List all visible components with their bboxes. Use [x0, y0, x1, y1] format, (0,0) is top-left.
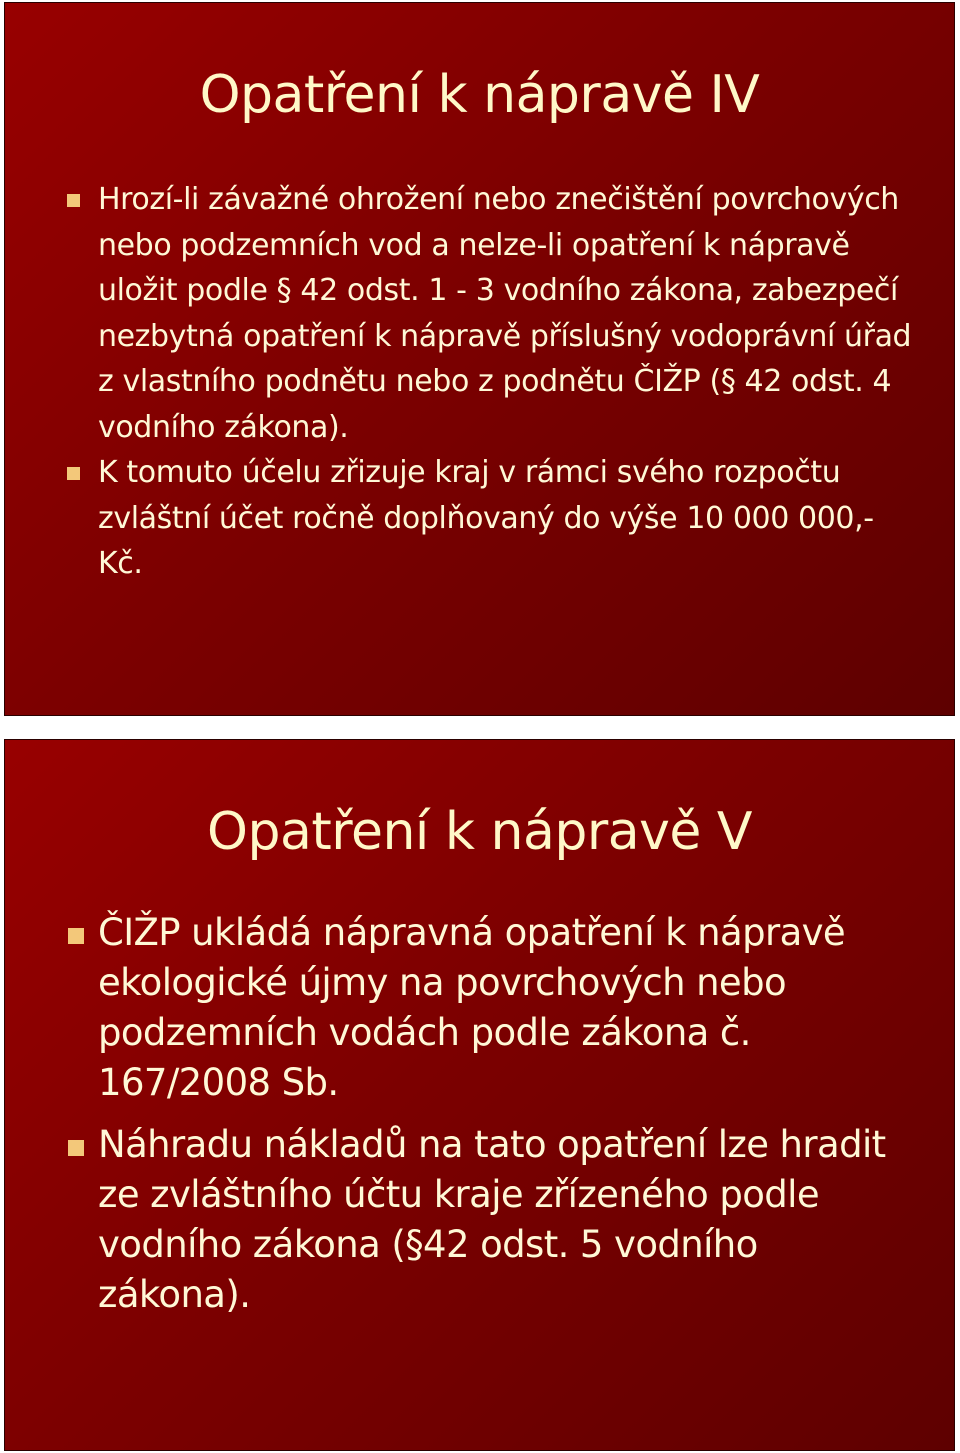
slide-1 — [4, 2, 955, 716]
square-bullet-icon — [67, 194, 80, 207]
square-bullet-icon — [67, 467, 80, 480]
square-bullet-icon — [68, 928, 84, 944]
bullet-item — [5, 1120, 954, 1320]
bullet-item — [5, 908, 954, 1108]
slide-title: Opatření k nápravě V — [207, 802, 752, 862]
bullet-item — [5, 177, 954, 450]
bullet-text: Hrozí-li závažné ohrožení nebo znečištění povrchových nebo podzemních vod a nelze-li opatření k nápravě uložit podle § 42 odst. 1 - 3 vodního zákona, zabezpečí nezbytná opatření k nápravě příslušný vodoprávní úřad z vlastního podnětu nebo z podnětu ČIŽP (§ 42 odst. 4 vodního zákona). — [98, 182, 912, 445]
bullet-text: ČIŽP ukládá nápravná opatření k nápravě ekologické újmy na povrchových nebo podzemních vodách podle zákona č. 167/2008 Sb. — [98, 911, 846, 1104]
square-bullet-icon — [68, 1140, 84, 1156]
bullet-list — [5, 177, 954, 587]
bullet-list — [5, 908, 954, 1332]
slide-2 — [4, 739, 955, 1451]
bullet-item — [5, 450, 954, 587]
bullet-text: Náhradu nákladů na tato opatření lze hradit ze zvláštního účtu kraje zřízeného podle vodního zákona (§42 odst. 5 vodního zákona). — [98, 1123, 886, 1316]
bullet-text: K tomuto účelu zřizuje kraj v rámci svého rozpočtu zvláštní účet ročně doplňovaný do výše 10 000 000,-Kč. — [98, 455, 874, 581]
slide-title: Opatření k nápravě IV — [199, 65, 760, 125]
